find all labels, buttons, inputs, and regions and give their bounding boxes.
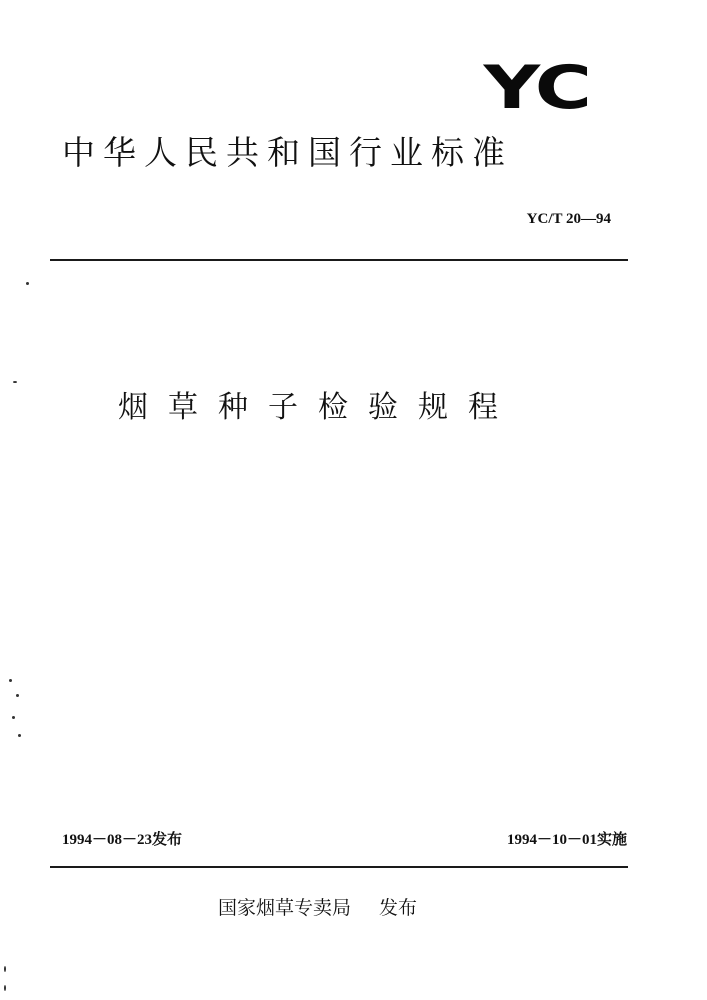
yc-logo: YC — [483, 53, 589, 123]
scan-speck — [13, 381, 17, 383]
standard-type-heading: 中华人民共和国行业标准 — [62, 133, 513, 172]
top-divider — [50, 259, 628, 261]
scan-speck — [16, 694, 19, 697]
implementation-date: 1994－10－01 — [506, 832, 597, 848]
issue-label: 发布 — [152, 830, 183, 848]
issue-date-line — [62, 832, 182, 848]
standard-number: YC/T 20—94 — [526, 211, 611, 227]
issue-date: 1994－08－23 — [62, 832, 153, 848]
implementation-date-line — [507, 832, 627, 848]
issuer-name: 国家烟草专卖局 — [218, 897, 352, 919]
scan-speck — [18, 734, 21, 737]
issuer-line — [218, 899, 417, 918]
implementation-label: 实施 — [596, 830, 627, 848]
document-title: 烟草种子检验规程 — [118, 390, 518, 425]
scan-speck — [26, 282, 29, 285]
issuer-action: 发布 — [379, 897, 418, 919]
bottom-divider — [50, 866, 628, 868]
scan-speck — [9, 679, 12, 682]
scan-speck — [12, 716, 15, 719]
scan-speck — [4, 985, 6, 991]
scan-speck — [4, 966, 6, 972]
